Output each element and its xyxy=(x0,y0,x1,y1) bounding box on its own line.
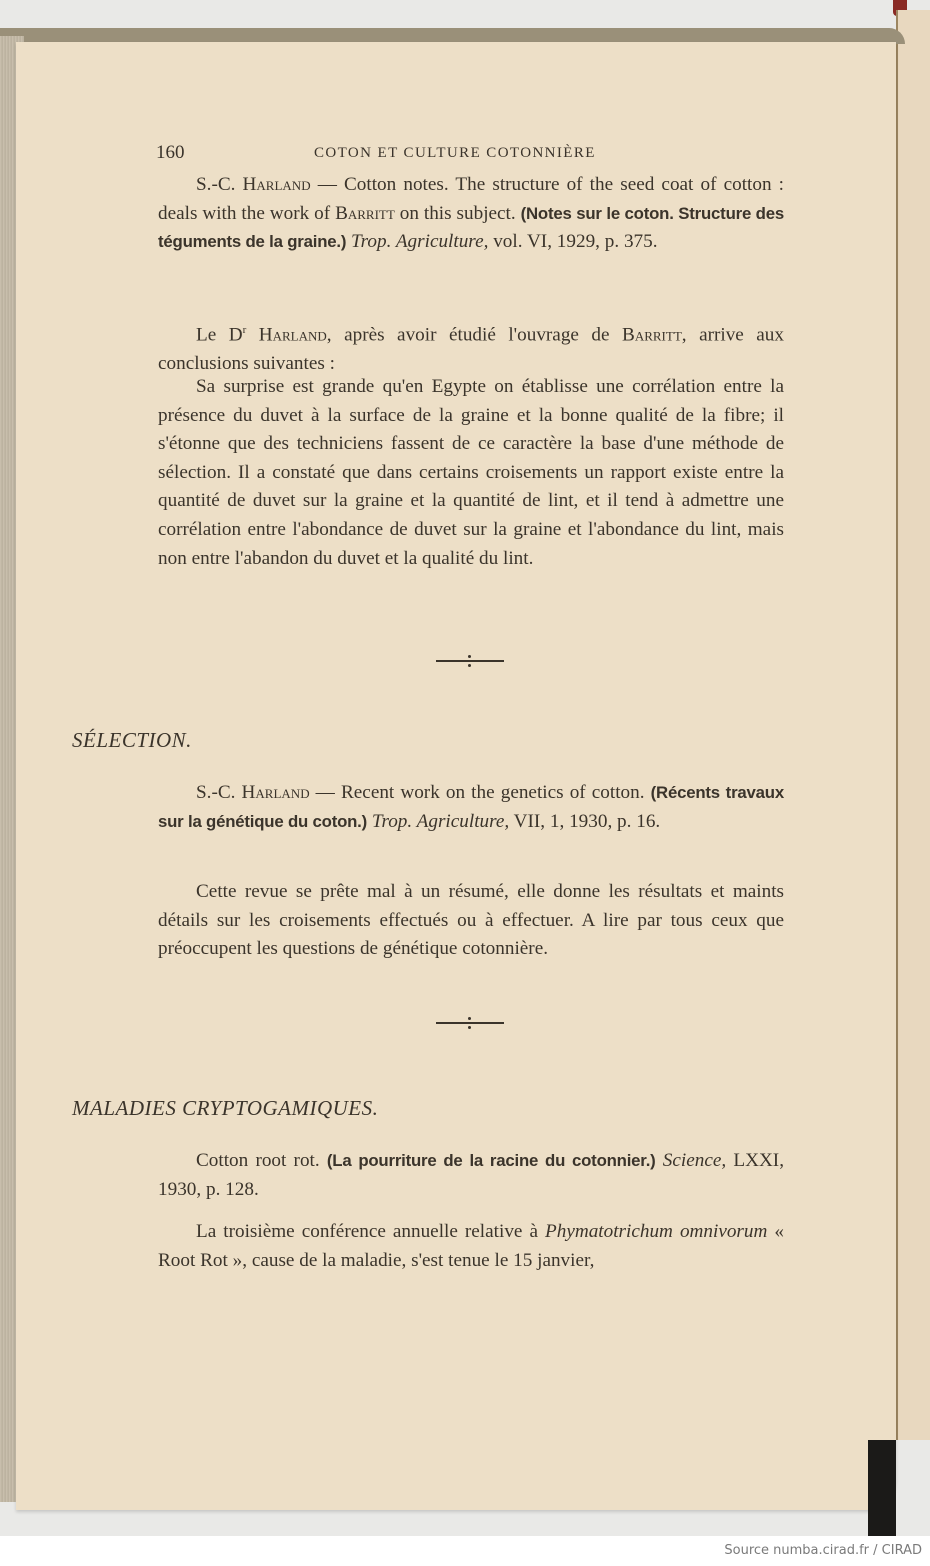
citation: LXXI, 1930, p. 128. xyxy=(158,1150,784,1200)
section-divider xyxy=(436,1017,504,1027)
section-heading-maladies: MALADIES CRYPTOGAMIQUES. xyxy=(72,1096,379,1120)
title-fr: (Récents travaux sur la génétique du coton.) xyxy=(158,783,784,831)
dash: — xyxy=(310,174,344,195)
superscript: r xyxy=(242,324,247,336)
section-heading-selection: SÉLECTION. xyxy=(72,728,192,752)
text-fragment: Le D xyxy=(196,324,243,346)
dash: — xyxy=(309,782,341,803)
text-fragment: « Root Rot », cause de la maladie, s'est tenue le 15 janvier, xyxy=(158,1221,784,1271)
running-head xyxy=(156,142,786,164)
bibliographic-entry-harland-2 xyxy=(158,779,784,836)
section-divider xyxy=(436,655,504,665)
citation: vol. VI, 1929, p. 375. xyxy=(488,231,658,253)
bibliographic-entry-root-rot xyxy=(158,1147,784,1204)
divider-dot xyxy=(468,1026,471,1029)
author-name: Harland xyxy=(258,324,327,346)
divider-dot xyxy=(468,1017,471,1020)
summary-paragraph-maladies xyxy=(158,1218,784,1275)
next-page-edge xyxy=(896,10,930,1440)
species-name: Phymatotrichum omnivorum xyxy=(545,1221,768,1242)
author-name: S.-C. Harland xyxy=(196,174,311,195)
black-tab xyxy=(868,1440,896,1536)
author-name: S.-C. Harland xyxy=(196,782,310,803)
summary-paragraph-2: Sa surprise est grande qu'en Egypte on établisse une corrélation entre la présence du duvet à la surface de la graine et la bonne qualité de la fibre; il s'étonne que des techniciens fassent de ce caractère la base d'une méthode de sélection. Il a constaté que dans certains croisements un rapport existe entre la quantité de duvet sur la graine et la quantité de lint, et il tend à admettre une corrélation entre l'abondance de duvet sur la graine et l'abondance du lint, mais non entre l'abandon du duvet et la qualité du lint. xyxy=(158,376,784,569)
journal-name: Trop. Agriculture, xyxy=(367,810,510,832)
divider-dot xyxy=(468,655,471,658)
text-fragment: La troisième conférence annuelle relative à xyxy=(196,1221,546,1242)
running-title: COTON ET CULTURE COTONNIÈRE xyxy=(314,145,596,161)
page-number: 160 xyxy=(156,142,185,163)
citation: VII, 1, 1930, p. 16. xyxy=(509,810,661,832)
text-fragment: , après avoir étudié l'ouvrage de xyxy=(326,324,623,346)
journal-name: Trop. Agriculture, xyxy=(351,231,489,253)
divider-line xyxy=(436,1022,504,1024)
summary-paragraph-selection: Cette revue se prête mal à un résumé, elle donne les résultats et maints détails sur les croisements effectués ou à effectuer. A lire par tous ceux que préoccupent les questions de génétique cotonnière. xyxy=(158,881,784,960)
summary-paragraph-1 xyxy=(158,316,784,379)
title-en: Recent work on the genetics of cotton. xyxy=(340,782,651,803)
book-page xyxy=(16,42,896,1510)
reference-name: Barritt xyxy=(622,324,682,346)
title-en: Cotton root rot. xyxy=(196,1150,327,1171)
divider-dot xyxy=(468,664,471,667)
title-en: Cotton notes. The structure of the seed coat of cotton : deals with the work of xyxy=(158,174,784,224)
journal-name: Science, xyxy=(655,1150,727,1171)
title-en-end: on this subject. xyxy=(394,202,521,224)
divider-line xyxy=(436,660,504,662)
title-fr: (La pourriture de la racine du cotonnier.) xyxy=(326,1151,656,1170)
source-credit: Source numba.cirad.fr / CIRAD xyxy=(724,1543,922,1558)
bibliographic-entry-harland-1 xyxy=(158,171,784,257)
text-fragment: , arrive aux conclusions suivantes : xyxy=(158,324,784,374)
title-fr: (Notes sur le coton. Structure des téguments de la graine.) xyxy=(158,203,784,252)
reference-name: Barritt xyxy=(335,202,395,224)
